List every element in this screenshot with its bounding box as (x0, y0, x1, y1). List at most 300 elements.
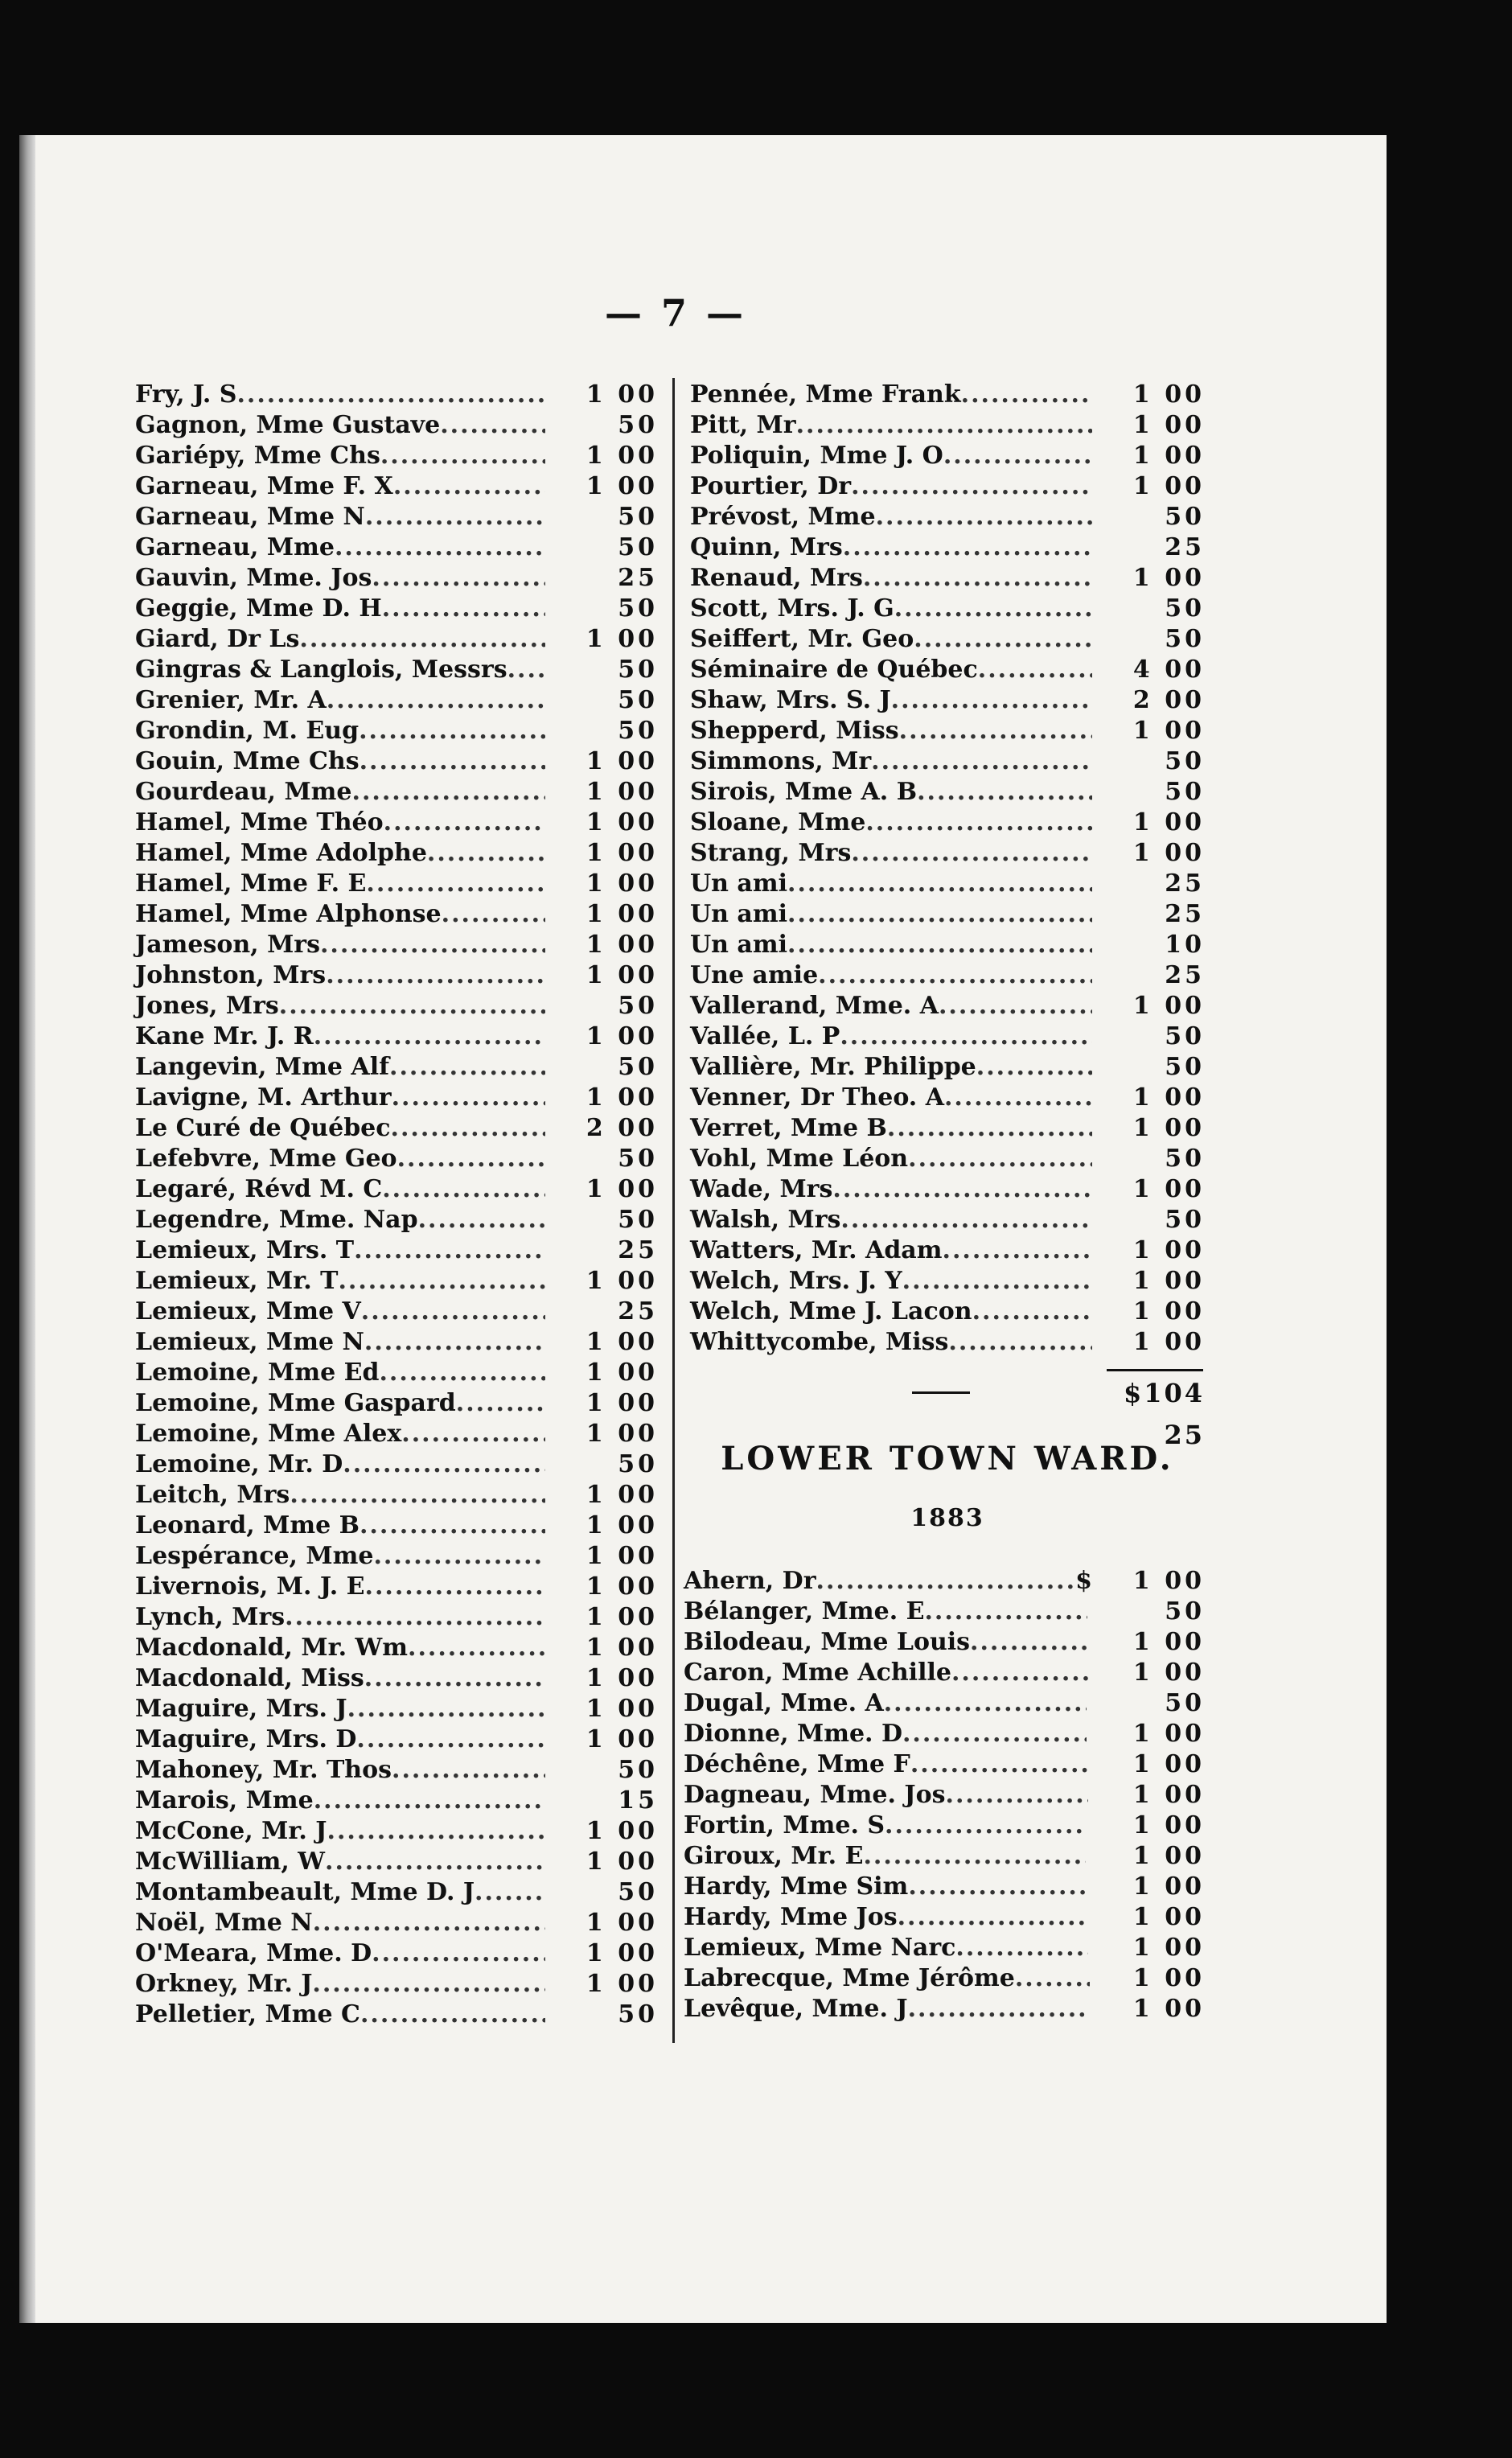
subscription-amount: 1 00 (585, 1511, 658, 1539)
subscriber-row (684, 1749, 1205, 1780)
subscription-amount: 1 00 (585, 1542, 658, 1570)
subscriber-row (684, 1902, 1205, 1933)
subscriber-row (135, 380, 658, 410)
subscription-amount: 25 (1165, 869, 1205, 898)
subscriber-row (135, 1174, 658, 1205)
subscription-amount: 1 00 (585, 839, 658, 867)
subscription-amount: 25 (1165, 533, 1205, 561)
dot-leader (863, 1841, 1086, 1872)
dot-leader (389, 1052, 545, 1083)
subscriber-name: Lemieux, Mme N (135, 1328, 364, 1356)
subscriber-name: Bélanger, Mme. E (684, 1597, 925, 1626)
dot-leader (347, 1694, 545, 1724)
subscriber-row (690, 869, 1205, 899)
subscriber-name: Un ami (690, 869, 787, 898)
subscriber-row (690, 441, 1205, 471)
subscriber-row (690, 532, 1205, 563)
page-binding-edge (19, 135, 35, 2323)
dot-leader (325, 1847, 545, 1877)
subscription-amount: 1 00 (1132, 1720, 1205, 1748)
subscription-amount: 1 00 (585, 472, 658, 500)
subscriber-name: Verret, Mme B (690, 1114, 887, 1142)
subscriber-row (690, 1266, 1205, 1297)
subscriber-name: Quinn, Mrs (690, 533, 843, 561)
section-year: 1883 (910, 1504, 984, 1532)
subscription-amount: 1 00 (1132, 1267, 1205, 1295)
subscription-amount: 1 00 (585, 1939, 658, 1967)
dot-leader (360, 1511, 545, 1541)
dot-leader (914, 624, 1092, 655)
subscription-amount: 50 (1165, 1206, 1205, 1234)
subscription-amount: 50 (1165, 1053, 1205, 1081)
subscriber-row (135, 1908, 658, 1938)
subscriber-row (135, 1663, 658, 1694)
subscription-amount: 50 (618, 1053, 658, 1081)
dot-leader (978, 655, 1092, 685)
subscriber-name: Vallerand, Mme. A (690, 992, 939, 1020)
dot-leader (899, 716, 1092, 746)
right-subscriber-column (690, 380, 1205, 1358)
subscription-amount: 50 (618, 1450, 658, 1478)
subscriber-name: Macdonald, Miss (135, 1664, 364, 1692)
subscriber-row (690, 1113, 1205, 1144)
dot-leader (359, 716, 545, 746)
subscriber-row (135, 1021, 658, 1052)
subscriber-row (135, 991, 658, 1021)
dot-leader (851, 838, 1092, 869)
subscription-amount: 1 00 (585, 1970, 658, 1998)
subscriber-row (135, 1602, 658, 1633)
subscription-amount: 1 00 (585, 380, 658, 409)
subscriber-row (135, 960, 658, 991)
subscriber-name: Vohl, Mme Léon (690, 1145, 909, 1173)
subscriber-row (690, 716, 1205, 746)
subscription-amount: 50 (618, 656, 658, 684)
subscriber-name: Hamel, Mme F. E (135, 869, 367, 898)
subscriber-row (690, 1297, 1205, 1327)
subscriber-name: Dionne, Mme. D (684, 1720, 902, 1748)
subscription-amount: 25 (1165, 900, 1205, 928)
subscriber-name: Garneau, Mme N (135, 503, 365, 531)
subscription-amount: 50 (1165, 1022, 1205, 1050)
subscriber-row (135, 410, 658, 441)
subscriber-name: Garneau, Mme (135, 533, 335, 561)
subscriber-row (135, 532, 658, 563)
subscriber-row (135, 930, 658, 960)
dot-leader (343, 1449, 545, 1480)
dot-leader (380, 441, 545, 471)
dot-leader (314, 1021, 545, 1052)
subscriber-name: Gauvin, Mme. Jos (135, 564, 372, 592)
subscriber-row (135, 777, 658, 808)
subscriber-name: Gagnon, Mme Gustave (135, 411, 441, 439)
subscriber-row (690, 380, 1205, 410)
dot-leader (961, 380, 1092, 410)
subscription-amount: 1 00 (1132, 472, 1205, 500)
dot-leader (908, 1144, 1092, 1174)
subscriber-name: Renaud, Mrs (690, 564, 863, 592)
subscriber-name: Johnston, Mrs (135, 961, 327, 989)
subscription-amount: 1 00 (1132, 1297, 1205, 1326)
subscription-amount: 10 (1165, 931, 1205, 959)
dot-leader (902, 1266, 1092, 1297)
subscriber-name: Pitt, Mr (690, 411, 796, 439)
subscriber-row (135, 899, 658, 930)
subscription-amount: 1 00 (1132, 1903, 1205, 1931)
dot-leader (382, 1174, 545, 1205)
subscriber-name: Geggie, Mme D. H (135, 594, 382, 623)
subscription-amount: 1 00 (585, 778, 658, 806)
subscription-amount: 50 (618, 686, 658, 714)
subscriber-row (135, 471, 658, 502)
dot-leader (365, 502, 545, 532)
subscriber-name: Legendre, Mme. Nap (135, 1206, 418, 1234)
subscriber-row (135, 563, 658, 594)
subscriber-name: Seiffert, Mr. Geo (690, 625, 914, 653)
subscription-amount: 1 00 (585, 961, 658, 989)
subscriber-name: Hardy, Mme Jos (684, 1903, 898, 1931)
subscription-amount: 1 00 (585, 1634, 658, 1662)
subscriber-row (690, 1174, 1205, 1205)
subscription-amount: 50 (1165, 625, 1205, 653)
dot-leader (970, 1627, 1089, 1658)
subscription-amount: 1 00 (1132, 1781, 1205, 1809)
subscriber-row (690, 594, 1205, 624)
subscriber-name: McCone, Mr. J (135, 1817, 327, 1845)
subscriber-name: Scott, Mrs. J. G (690, 594, 894, 623)
subscriber-row (684, 1627, 1205, 1658)
dot-leader (863, 563, 1092, 594)
subscriber-name: Pelletier, Mme C (135, 2000, 360, 2028)
subscriber-row (135, 1541, 658, 1572)
subscriber-name: Fry, J. S (135, 380, 237, 409)
subscriber-row (690, 1205, 1205, 1235)
subscriber-name: Pennée, Mme Frank (690, 380, 961, 409)
dot-leader (910, 1749, 1087, 1780)
dot-leader (871, 746, 1092, 777)
subscriber-name: Fortin, Mme. S (684, 1811, 885, 1839)
subscriber-name: Hamel, Mme Alphonse (135, 900, 442, 928)
dot-leader (314, 1786, 545, 1816)
subtotal-dash (912, 1391, 970, 1394)
subscriber-name: Welch, Mrs. J. Y (690, 1267, 902, 1295)
dot-leader (976, 1052, 1092, 1083)
dot-leader (364, 1327, 545, 1358)
subscription-amount: 1 00 (1132, 380, 1205, 409)
dot-leader (787, 930, 1092, 960)
subscriber-row (684, 1963, 1205, 1994)
dot-leader (440, 410, 545, 441)
subscriber-name: Leonard, Mme B (135, 1511, 360, 1539)
subscription-amount: 1 00 (1132, 1842, 1205, 1870)
subscriber-row (135, 1480, 658, 1511)
subscriber-row (690, 1052, 1205, 1083)
dot-leader (1015, 1963, 1090, 1994)
subscriber-row (135, 1816, 658, 1847)
subscription-amount: 50 (1165, 1145, 1205, 1173)
subscription-amount: 1 00 (1132, 839, 1205, 867)
subtotal-amount: $104 25 (1123, 1378, 1205, 1450)
subscription-amount: 1 00 (1132, 1175, 1205, 1203)
subscription-amount: 1 00 (1132, 1083, 1205, 1112)
subscriber-name: Gourdeau, Mme (135, 778, 352, 806)
dot-leader (787, 899, 1092, 930)
dot-leader (372, 563, 545, 594)
subscriber-name: Lemoine, Mme Gaspard (135, 1389, 456, 1417)
dot-leader (327, 685, 545, 716)
subscriber-name: Lefebvre, Mme Geo (135, 1145, 397, 1173)
subscriber-row (135, 685, 658, 716)
subscription-amount: 1 00 (1132, 1872, 1205, 1901)
subscription-amount: 50 (618, 992, 658, 1020)
subscriber-row (135, 1235, 658, 1266)
subscriber-row (135, 624, 658, 655)
dot-leader (418, 1205, 545, 1235)
subscriber-row (135, 746, 658, 777)
subscription-amount: 50 (618, 1145, 658, 1173)
dot-leader (787, 869, 1092, 899)
subscription-amount: 1 00 (1132, 1659, 1205, 1687)
subscriber-row (135, 1297, 658, 1327)
subscriber-name: Jameson, Mrs (135, 931, 320, 959)
page-number: — 7 — (604, 291, 747, 335)
subscriber-name: Lemieux, Mme V (135, 1297, 361, 1326)
subscription-amount: 1 00 (585, 1695, 658, 1723)
subscriber-row (135, 1266, 658, 1297)
dot-leader (382, 594, 545, 624)
dot-leader (299, 624, 545, 655)
subscriber-name: Noël, Mme N (135, 1909, 313, 1937)
dot-leader (475, 1877, 545, 1908)
dot-leader (955, 1933, 1088, 1963)
subscription-amount: 50 (618, 503, 658, 531)
subscriber-name: Hamel, Mme Théo (135, 808, 384, 836)
dot-leader (427, 838, 545, 869)
dot-leader (887, 1113, 1092, 1144)
subscription-amount: 1 00 (1132, 1964, 1205, 1992)
subscriber-name: Walsh, Mrs (690, 1206, 841, 1234)
subscriber-name: Lemieux, Mrs. T (135, 1236, 355, 1264)
dot-leader (885, 1811, 1087, 1841)
dot-leader (898, 1902, 1087, 1933)
dot-leader (379, 1358, 545, 1388)
subscription-amount: 1 00 (585, 1175, 658, 1203)
subscription-amount: 15 (618, 1786, 658, 1815)
subscriber-row (684, 1872, 1205, 1902)
subscription-amount: 1 00 (1132, 992, 1205, 1020)
dot-leader (279, 991, 545, 1021)
subscription-amount: 1 00 (1132, 717, 1205, 745)
subscriber-name: Langevin, Mme Alf (135, 1053, 389, 1081)
subscriber-row (135, 1755, 658, 1786)
dot-leader (456, 1388, 545, 1419)
subscriber-row (135, 1786, 658, 1816)
subscription-amount: 1 00 (1132, 808, 1205, 836)
subscriber-row (135, 502, 658, 532)
subscriber-name: Lemieux, Mme Narc (684, 1934, 956, 1962)
subscription-amount: 50 (1165, 594, 1205, 623)
subscriber-row (690, 960, 1205, 991)
subscriber-row (690, 808, 1205, 838)
subscription-amount: 50 (1165, 778, 1205, 806)
subscriber-name: Maguire, Mrs. D (135, 1725, 357, 1753)
dot-leader (939, 991, 1092, 1021)
subscription-amount: 1 00 (1132, 1995, 1205, 2023)
subscription-amount: 50 (1165, 747, 1205, 775)
subscriber-row (135, 1694, 658, 1724)
dot-leader (946, 1780, 1088, 1811)
subscription-amount: 50 (618, 411, 658, 439)
subscription-amount: 1 00 (1132, 1934, 1205, 1962)
subscriber-row (690, 685, 1205, 716)
subscription-amount: 1 00 (1132, 1114, 1205, 1142)
subscriber-row (690, 471, 1205, 502)
subscription-amount: 1 00 (585, 900, 658, 928)
subscriber-name: Gouin, Mme Chs (135, 747, 360, 775)
subscription-amount: 25 (618, 1236, 658, 1264)
subscriber-row (684, 1811, 1205, 1841)
subscriber-row (135, 1449, 658, 1480)
subscription-amount: 1 00 (585, 931, 658, 959)
subscription-amount: 50 (618, 2000, 658, 2028)
subscription-amount: 1 00 (585, 1022, 658, 1050)
dot-leader (865, 808, 1092, 838)
subscription-amount: 1 00 (585, 1572, 658, 1601)
dot-leader (507, 655, 545, 685)
dot-leader (356, 1724, 545, 1755)
subscriber-row (135, 1052, 658, 1083)
subscription-amount: 1 00 (1132, 411, 1205, 439)
subscriber-name: Hardy, Mme Sim (684, 1872, 909, 1901)
dollar-sign: $ (1075, 1567, 1092, 1595)
subscriber-name: Caron, Mme Achille (684, 1659, 951, 1687)
dot-leader (840, 1021, 1092, 1052)
subscriber-name: Grondin, M. Eug (135, 717, 360, 745)
subscription-amount: 1 00 (585, 1267, 658, 1295)
dot-leader (924, 1597, 1087, 1627)
subscription-amount: 4 00 (1132, 656, 1205, 684)
dot-leader (891, 685, 1092, 716)
dot-leader (393, 471, 545, 502)
dot-leader (326, 960, 545, 991)
subscriber-name: Pourtier, Dr (690, 472, 852, 500)
subscriber-row (690, 838, 1205, 869)
subscriber-name: Labrecque, Mme Jérôme (684, 1964, 1015, 1992)
subscriber-row (684, 1688, 1205, 1719)
subscriber-row (135, 594, 658, 624)
subscriber-name: Ahern, Dr (684, 1567, 816, 1595)
section-heading: LOWER TOWN WARD. (721, 1440, 1174, 1478)
subscription-amount: 1 00 (585, 1817, 658, 1845)
dot-leader (236, 380, 545, 410)
subscriber-name: Bilodeau, Mme Louis (684, 1628, 971, 1656)
subscriber-row (684, 1658, 1205, 1688)
subscriber-name: Garneau, Mme F. X (135, 472, 393, 500)
subscriber-row (135, 1724, 658, 1755)
subscription-amount: 1 00 (585, 1328, 658, 1356)
subscriber-row (684, 1841, 1205, 1872)
subscriber-name: Shepperd, Miss (690, 717, 899, 745)
subscription-amount: 2 00 (585, 1114, 658, 1142)
subscription-amount: 1 00 (1132, 1567, 1205, 1595)
subscriber-name: Wade, Mrs (690, 1175, 833, 1203)
left-subscriber-column (135, 380, 658, 2030)
subscription-amount: 1 00 (585, 1481, 658, 1509)
subscription-amount: 1 00 (585, 442, 658, 470)
subscriber-row (135, 838, 658, 869)
dot-leader (943, 1235, 1093, 1266)
dot-leader (908, 1994, 1087, 2024)
subscription-amount: 50 (618, 1206, 658, 1234)
subscriber-row (684, 1719, 1205, 1749)
dot-leader (840, 1205, 1092, 1235)
subscriber-row (135, 1113, 658, 1144)
dot-leader (365, 1572, 545, 1602)
dot-leader (313, 1908, 545, 1938)
subscriber-name: Maguire, Mrs. J (135, 1695, 347, 1723)
dot-leader (442, 899, 545, 930)
subscription-amount: 1 00 (585, 1358, 658, 1387)
subscriber-row (684, 1933, 1205, 1963)
subscriber-row (690, 624, 1205, 655)
dot-leader (943, 441, 1092, 471)
dot-leader (364, 1663, 545, 1694)
subscriber-row (135, 869, 658, 899)
subscriber-row (690, 502, 1205, 532)
subscriber-name: Shaw, Mrs. S. J (690, 686, 891, 714)
subscriber-name: Lavigne, M. Arthur (135, 1083, 392, 1112)
subscriber-row (690, 1327, 1205, 1358)
subscription-amount: 1 00 (1132, 1750, 1205, 1778)
subscriber-row (135, 1633, 658, 1663)
lower-town-column (684, 1566, 1205, 2024)
subscriber-name: Simmons, Mr (690, 747, 872, 775)
subscription-amount: 1 00 (585, 1909, 658, 1937)
dot-leader (816, 1566, 1076, 1597)
subscriber-name: Dagneau, Mme. Jos (684, 1781, 946, 1809)
subscriber-name: Grenier, Mr. A (135, 686, 327, 714)
subscriber-name: Marois, Mme (135, 1786, 314, 1815)
dot-leader (338, 1266, 545, 1297)
subscription-amount: 1 00 (585, 747, 658, 775)
subscription-amount: 1 00 (585, 625, 658, 653)
subscriber-row (690, 899, 1205, 930)
subscriber-row (135, 1083, 658, 1113)
subscriber-name: O'Meara, Mme. D (135, 1939, 372, 1967)
subscription-amount: 50 (1165, 503, 1205, 531)
subscriber-name: Leitch, Mrs (135, 1481, 290, 1509)
subscriber-row (690, 410, 1205, 441)
subscriber-row (684, 1597, 1205, 1627)
subscriber-name: Lespérance, Mme (135, 1542, 374, 1570)
subscriber-name: Hamel, Mme Adolphe (135, 839, 427, 867)
subscriber-row (135, 1327, 658, 1358)
subscription-amount: 1 00 (585, 1603, 658, 1631)
dot-leader (366, 869, 545, 899)
subscription-amount: 50 (1165, 1689, 1205, 1717)
subscriber-name: Mahoney, Mr. Thos (135, 1756, 392, 1784)
dot-leader (352, 777, 546, 808)
dot-leader (320, 930, 545, 960)
subscription-amount: 1 00 (1132, 442, 1205, 470)
subscriber-name: Lemoine, Mme Ed (135, 1358, 380, 1387)
dot-leader (392, 1083, 545, 1113)
subscriber-name: Legaré, Révd M. C (135, 1175, 383, 1203)
dot-leader (391, 1113, 545, 1144)
subscriber-name: Déchêne, Mme F (684, 1750, 910, 1778)
dot-leader (832, 1174, 1092, 1205)
subscription-amount: 25 (618, 1297, 658, 1326)
